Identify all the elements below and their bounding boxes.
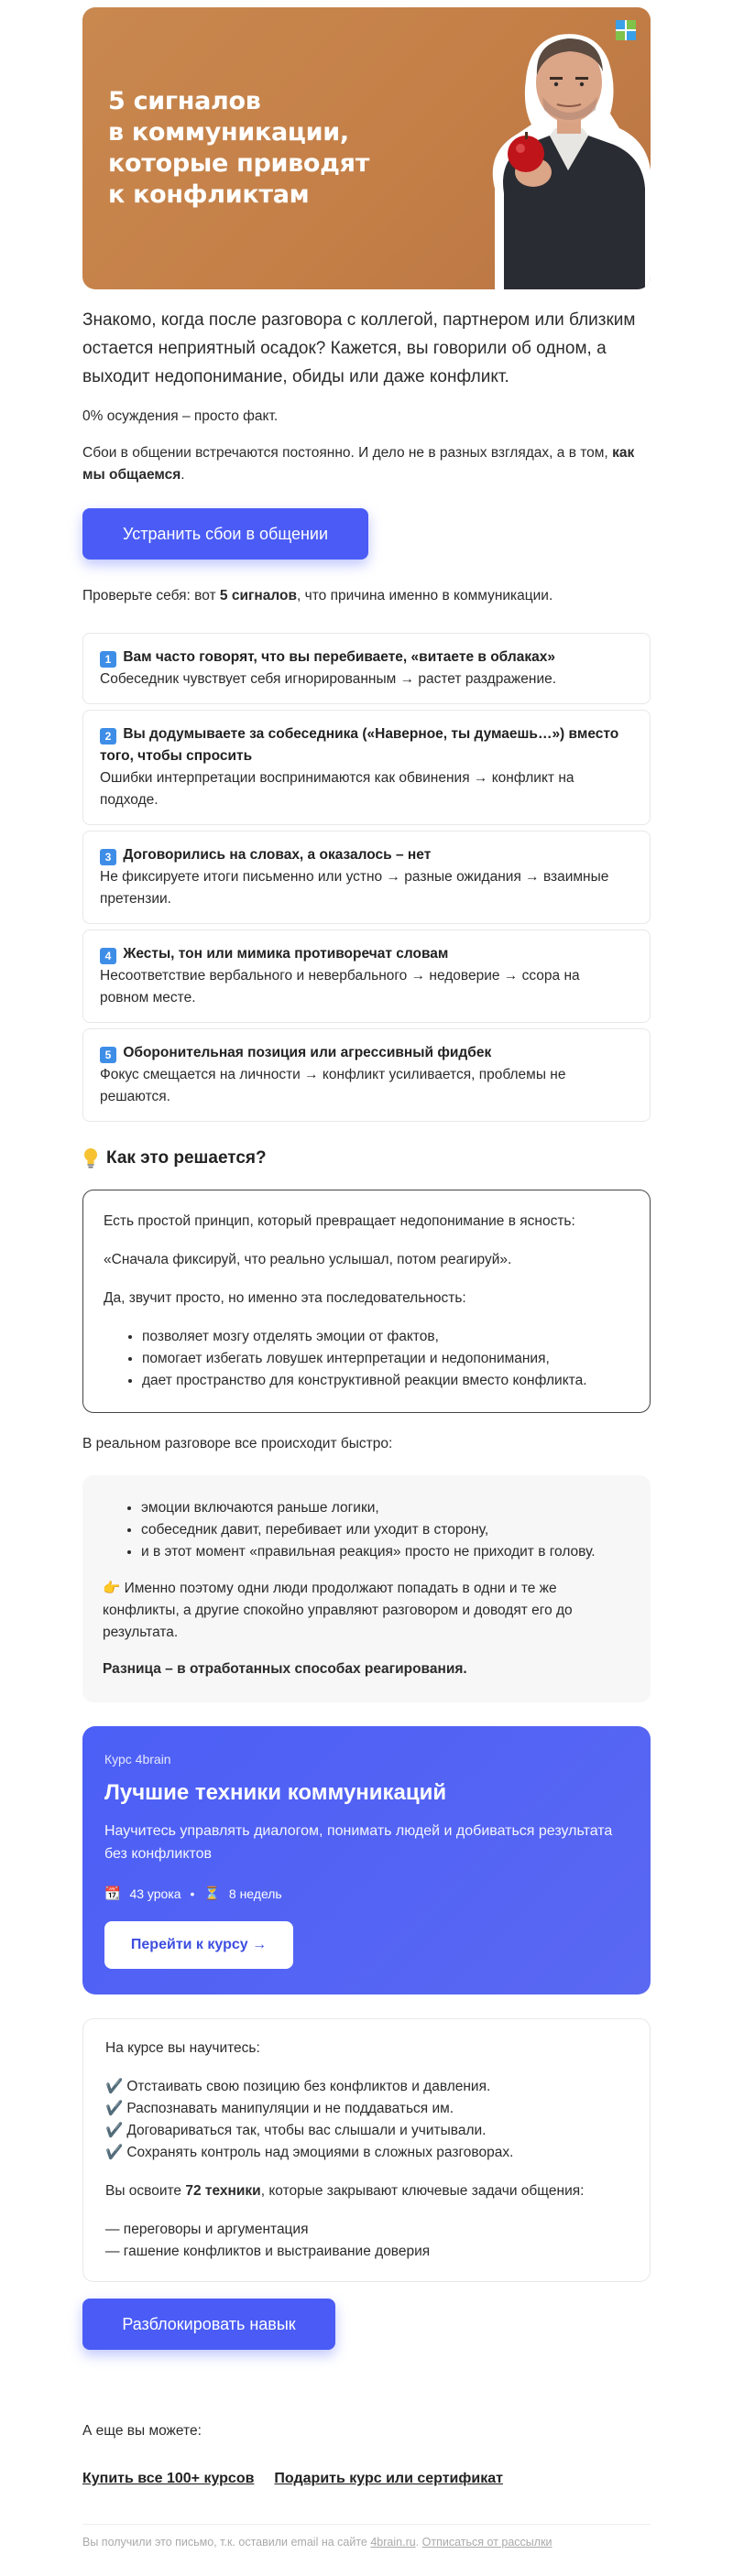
keycap-number-icon: 2: [100, 728, 116, 745]
real-talk-intro: В реальном разговоре все происходит быстро:: [82, 1436, 393, 1451]
more-links: [82, 2471, 651, 2487]
hourglass-icon: ⏳: [203, 1886, 220, 1900]
person-holding-apple-image: [431, 15, 651, 289]
course-title: Лучшие техники коммуникаций: [104, 1780, 447, 1805]
check-mark-icon: ✔️: [105, 2079, 124, 2094]
intro-zero-judgement: 0% осуждения – просто факт.: [82, 408, 279, 424]
principle-bullets: [104, 1326, 629, 1392]
fix-communication-button[interactable]: Устранить сбои в общении: [82, 508, 368, 560]
list-item: ✔️ Сохранять контроль над эмоциями в сложных разговорах.: [105, 2145, 514, 2160]
signal-card: 2 Вы додумываете за собеседника («Наверное, ты думаешь…») вместо того, чтобы спросить Ошибки интерпретации воспринимаются как обвинения → конфликт на подходе.: [82, 710, 651, 825]
check-mark-icon: ✔️: [105, 2145, 124, 2160]
list-item: • помогает избегать ловушек интерпретации и недопонимания,: [142, 1348, 629, 1370]
course-lessons: 43 урока: [129, 1886, 181, 1901]
pointing-hand-icon: 👉: [103, 1581, 121, 1596]
list-item: • собеседник давит, перебивает или уходит в сторону,: [141, 1519, 630, 1541]
course-duration: 8 недель: [228, 1886, 282, 1901]
list-item: • позволяет мозгу отделять эмоции от фактов,: [142, 1326, 629, 1348]
calendar-icon: 📆: [104, 1886, 121, 1900]
keycap-number-icon: 3: [100, 849, 116, 865]
signal-card: 3 Договорились на словах, а оказалось – нет Не фиксируете итоги письменно или устно → разные ожидания → взаимные претензии.: [82, 831, 651, 924]
course-meta: 📆 43 урока • ⏳ 8 недель: [104, 1886, 282, 1901]
course-kicker: Курс 4brain: [104, 1752, 171, 1766]
keycap-number-icon: 4: [100, 948, 116, 964]
keycap-number-icon: 1: [100, 651, 116, 668]
hero-banner: [82, 7, 651, 289]
list-item: — гашение конфликтов и выстраивание доверия: [105, 2244, 431, 2259]
list-item: • дает пространство для конструктивной реакции вместо конфликта.: [142, 1370, 629, 1392]
course-description: Научитесь управлять диалогом, понимать людей и добиваться результата без конфликтов: [104, 1823, 613, 1862]
list-item: — переговоры и аргументация: [105, 2222, 309, 2237]
learn-box: На курсе вы научитесь: ✔️ Отстаивать свою позицию без конфликтов и давления. ✔️ Распознавать манипуляции и не поддаваться им. ✔️ Договариваться так, чтобы вас слышали и учитывали. ✔️ Сохранять контроль над эмоциями в сложных разговорах. Вы освоите 72 техники, которые закрывают ключевые задачи общения: — переговоры и аргументация — гашение конфликтов и выстраивание доверия: [82, 2018, 651, 2282]
solution-heading: Как это решается?: [82, 1147, 651, 1169]
hero-title: 5 сигналов в коммуникации, которые приводят к конфликтам: [108, 87, 370, 209]
site-link[interactable]: 4brain.ru: [370, 2536, 416, 2549]
unlock-skill-button[interactable]: Разблокировать навык: [82, 2299, 335, 2350]
signals-list: [82, 633, 651, 1122]
buy-all-courses-link[interactable]: Купить все 100+ курсов: [82, 2471, 255, 2486]
principle-box: Есть простой принцип, который превращает недопонимание в ясность: «Сначала фиксируй, что реально услышал, потом реагируй». Да, звучит просто, но именно эта последовательность: • позволяет мозгу отделять эмоции от фактов, • помогает избегать ловушек интерпретации и недопонимания, • дает пространство для конструктивной реакции вместо конфликта.: [82, 1190, 651, 1413]
go-to-course-button[interactable]: Перейти к курсу →: [104, 1921, 293, 1969]
list-item: ✔️ Распознавать манипуляции и не поддаваться им.: [105, 2101, 454, 2116]
intro-paragraph: Сбои в общении встречаются постоянно. И дело не в разных взглядах, а в том, как мы общаемся.: [82, 445, 635, 483]
intro-lead: Знакомо, когда после разговора с коллегой, партнером или близким остается неприятный осадок? Кажется, вы говорили об одном, а выходит недопонимание, обиды или даже конфликт.: [82, 310, 636, 386]
real-talk-box: • эмоции включаются раньше логики, • собеседник давит, перебивает или уходит в сторону, • и в этот момент «правильная реакция» просто не приходит в голову. 👉 Именно поэтому одни люди продолжают попадать в одни и те же конфликты, а другие спокойно управляют разговором и доводят его до результата. Разница – в отработанных способах реагирования.: [82, 1475, 651, 1702]
course-card: [82, 1726, 651, 1994]
check-yourself-text: Проверьте себя: вот 5 сигналов, что причина именно в коммуникации.: [82, 588, 553, 603]
signal-card: 4 Жесты, тон или мимика противоречат словам Несоответствие вербального и невербального → недоверие → ссора на ровном месте.: [82, 929, 651, 1023]
real-talk-bullets: [103, 1497, 630, 1563]
signal-card: 1 Вам часто говорят, что вы перебиваете, «витаете в облаках» Собеседник чувствует себя игнорированным → растет раздражение.: [82, 633, 651, 704]
lightbulb-icon: [82, 1147, 99, 1169]
check-mark-icon: ✔️: [105, 2101, 124, 2116]
list-item: • и в этот момент «правильная реакция» просто не приходит в голову.: [141, 1541, 630, 1563]
check-mark-icon: ✔️: [105, 2123, 124, 2138]
email-body: [82, 0, 651, 2576]
more-options-text: А еще вы можете:: [82, 2423, 202, 2439]
keycap-number-icon: 5: [100, 1047, 116, 1063]
footer: Вы получили это письмо, т.к. оставили email на сайте 4brain.ru. Отписаться от рассылки: [82, 2536, 552, 2549]
footer-divider: [82, 2524, 651, 2525]
list-item: • эмоции включаются раньше логики,: [141, 1497, 630, 1519]
unsubscribe-link[interactable]: Отписаться от рассылки: [421, 2536, 552, 2549]
list-item: ✔️ Отстаивать свою позицию без конфликтов и давления.: [105, 2079, 491, 2094]
list-item: ✔️ Договариваться так, чтобы вас слышали и учитывали.: [105, 2123, 487, 2138]
signal-card: 5 Оборонительная позиция или агрессивный фидбек Фокус смещается на личности → конфликт усиливается, проблемы не решаются.: [82, 1028, 651, 1122]
gift-course-link[interactable]: Подарить курс или сертификат: [274, 2471, 503, 2486]
